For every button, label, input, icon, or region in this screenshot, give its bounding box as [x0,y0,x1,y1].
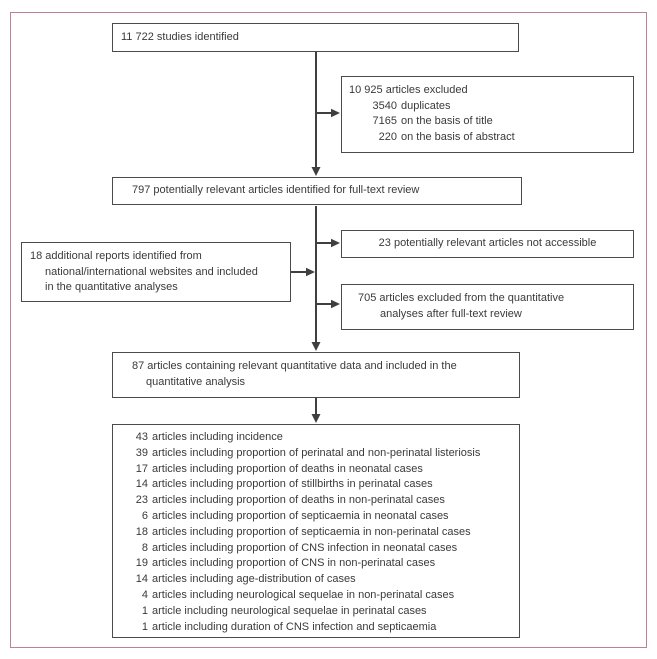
breakdown-count: 1 [141,604,148,617]
excluded-title: 10 925 articles excluded [349,84,468,96]
breakdown-count: 6 [141,509,148,522]
included-line: 87 articles containing relevant quantitative data and included in the [132,360,457,372]
excluded-reason: on the basis of title [401,115,493,127]
breakdown-row [121,446,515,462]
breakdown-label: article including duration of CNS infection and septicaemia [152,620,437,633]
excluded-sub-row [349,130,627,146]
additional-line: in the quantitative analyses [45,281,178,293]
breakdown-count: 8 [141,541,148,554]
additional-line: national/international websites and included [45,265,258,278]
box-fulltext-review [112,177,522,205]
not-accessible-text: 23 potentially relevant articles not accessible [378,237,597,250]
box-not-accessible [341,230,634,258]
breakdown-count: 4 [141,588,148,601]
breakdown-row [121,493,515,509]
breakdown-row [121,541,515,557]
breakdown-row [121,620,515,636]
excluded-quant-line: analyses after full-text review [380,307,522,320]
box-articles-excluded [341,76,634,153]
breakdown-row [121,462,515,478]
studies-identified-text: 11 722 studies identified [121,30,239,43]
breakdown-row [121,556,515,572]
breakdown-count: 43 [135,431,148,443]
excluded-sublist [349,99,627,146]
breakdown-label: articles including proportion of septicaemia in non-perinatal cases [152,525,471,538]
box-additional-reports [21,242,291,302]
breakdown-count: 1 [141,620,148,633]
breakdown-row [121,525,515,541]
breakdown-label: articles including incidence [152,431,283,443]
box-included-quantitative [112,352,520,398]
breakdown-label: articles including neurological sequelae in non-perinatal cases [152,588,455,601]
breakdown-count: 19 [135,557,148,570]
breakdown-row [121,604,515,620]
excluded-count: 220 [378,130,397,143]
box-excluded-quantitative [341,284,634,330]
breakdown-label: articles including proportion of deaths in non-perinatal cases [152,494,445,507]
excluded-reason: duplicates [401,99,451,112]
breakdown-label: articles including age-distribution of cases [152,573,356,586]
breakdown-label: article including neurological sequelae in perinatal cases [152,604,427,617]
excluded-count: 3540 [372,99,397,112]
breakdown-count: 18 [135,525,148,538]
fulltext-review-text: 797 potentially relevant articles identified for full-text review [132,184,420,197]
breakdown-row [121,430,515,446]
included-line: quantitative analysis [146,375,246,388]
breakdown-label: articles including proportion of septicaemia in neonatal cases [152,509,449,522]
breakdown-count: 14 [135,478,148,491]
box-article-breakdown [112,424,520,638]
breakdown-count: 14 [135,573,148,586]
breakdown-count: 17 [135,462,148,475]
breakdown-row [121,477,515,493]
excluded-quant-line: 705 articles excluded from the quantitative [358,292,565,304]
excluded-sub-row [349,99,627,115]
breakdown-row [121,509,515,525]
box-studies-identified [112,23,519,52]
breakdown-label: articles including proportion of CNS in non-perinatal cases [152,557,436,570]
additional-line: 18 additional reports identified from [30,250,202,262]
breakdown-label: articles including proportion of deaths in neonatal cases [152,462,423,475]
breakdown-label: articles including proportion of CNS infection in neonatal cases [152,541,458,554]
breakdown-row [121,588,515,604]
excluded-sub-row [349,114,627,130]
excluded-reason: on the basis of abstract [401,130,515,143]
breakdown-label: articles including proportion of perinatal and non-perinatal listeriosis [152,446,481,459]
excluded-count: 7165 [372,115,397,127]
breakdown-row [121,572,515,588]
breakdown-count: 23 [135,494,148,507]
breakdown-label: articles including proportion of stillbirths in perinatal cases [152,478,433,491]
breakdown-count: 39 [135,446,148,459]
